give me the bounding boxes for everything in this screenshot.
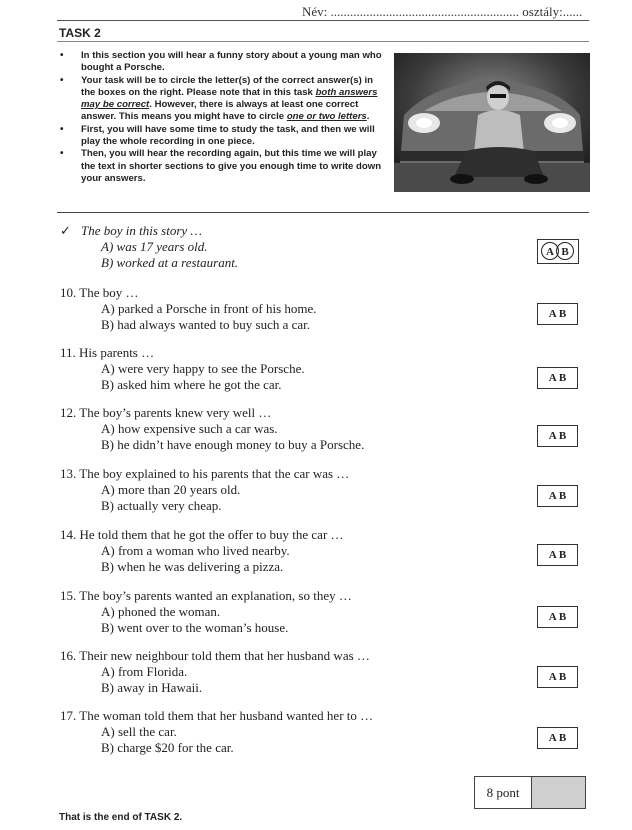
option-a: A) was 17 years old. (101, 239, 208, 255)
question-stem: 10. The boy … (60, 285, 139, 300)
option-b: B) away in Hawaii. (101, 680, 203, 696)
instruction-item (58, 148, 388, 185)
score-box (474, 776, 586, 809)
option-a: A) more than 20 years old. (101, 482, 241, 498)
instructions-list (58, 50, 388, 185)
instruction-item (58, 75, 388, 124)
option-b: B) when he was delivering a pizza. (101, 559, 284, 575)
option-a: A) were very happy to see the Porsche. (101, 361, 305, 377)
circled-b: B (556, 242, 574, 260)
circled-a: A (541, 242, 559, 260)
answer-box-15[interactable]: A B (537, 606, 578, 628)
question-16 (60, 648, 370, 697)
score-field[interactable] (532, 777, 585, 808)
instruction-text: Your task will be to circle the letter(s) of the correct answer(s) in the boxes on the right. Please note that in this task (81, 74, 373, 98)
instruction-item (58, 50, 388, 75)
title-rule (57, 41, 589, 42)
question-stem: 12. The boy’s parents knew very well … (60, 405, 272, 420)
question-17 (60, 708, 373, 757)
instruction-text: . (366, 111, 370, 123)
question-stem: 13. The boy explained to his parents that the car was … (60, 466, 350, 481)
question-stem: 15. The boy’s parents wanted an explanation, so they … (60, 588, 352, 603)
porsche-photo (394, 53, 590, 192)
option-a: A) phoned the woman. (101, 604, 221, 620)
answer-box-16[interactable]: A B (537, 666, 578, 688)
header-rule (57, 20, 589, 21)
answer-box-11[interactable]: A B (537, 367, 578, 389)
question-stem: The boy in this story … (81, 223, 202, 238)
answer-box-14[interactable]: A B (537, 544, 578, 566)
option-b: B) he didn’t have enough money to buy a Porsche. (101, 437, 365, 453)
section-rule (57, 212, 589, 213)
option-b: B) had always wanted to buy such a car. (101, 317, 311, 333)
photo-illustration (394, 53, 590, 192)
end-note: That is the end of TASK 2. (59, 812, 183, 823)
option-a: A) from a woman who lived nearby. (101, 543, 290, 559)
option-a: A) parked a Porsche in front of his home. (101, 301, 317, 317)
example-answer-box (537, 239, 579, 264)
question-stem: 14. He told them that he got the offer to buy the car … (60, 527, 344, 542)
question-11 (60, 345, 305, 394)
instruction-text: Then, you will hear the recording again, but this time we will play the text in shorter sections to give you enough time to write down your answers. (81, 148, 382, 184)
instruction-text: In this section you will hear a funny story about a young man who bought a Porsche. (81, 50, 382, 74)
instruction-text: First, you will have some time to study the task, and then we will play the whole recording in one piece. (81, 123, 375, 148)
option-a: A) how expensive such a car was. (101, 421, 278, 437)
option-b: B) actually very cheap. (101, 498, 222, 514)
task-title: TASK 2 (59, 26, 101, 40)
instruction-text: . However, there is always at least one correct answer. This means you might have to circle (81, 99, 359, 123)
option-b: B) asked him where he got the car. (101, 377, 282, 393)
answer-box-17[interactable]: A B (537, 727, 578, 749)
answer-box-13[interactable]: A B (537, 485, 578, 507)
question-12 (60, 405, 364, 454)
question-stem: 11. His parents … (60, 345, 155, 360)
question-stem: 17. The woman told them that her husband wanted her to … (60, 708, 374, 723)
option-a: A) from Florida. (101, 664, 188, 680)
instruction-emphasis: both answers may be correct (81, 86, 378, 111)
option-b: B) charge $20 for the car. (101, 740, 234, 756)
option-a: A) sell the car. (101, 724, 177, 740)
score-label: 8 pont (475, 777, 532, 808)
instruction-item (58, 124, 388, 149)
question-10 (60, 285, 317, 334)
example-question (60, 223, 238, 272)
check-icon: ✓ (60, 223, 71, 238)
question-15 (60, 588, 352, 637)
question-13 (60, 466, 349, 515)
question-stem: 16. Their new neighbour told them that her husband was … (60, 648, 370, 663)
answer-box-12[interactable]: A B (537, 425, 578, 447)
question-14 (60, 527, 344, 576)
option-b: B) worked at a restaurant. (101, 255, 239, 271)
answer-box-10[interactable]: A B (537, 303, 578, 325)
option-b: B) went over to the woman’s house. (101, 620, 289, 636)
instruction-emphasis: one or two letters (286, 111, 367, 123)
name-class-line: Név: .......................................................... osztály:...... (302, 4, 583, 19)
